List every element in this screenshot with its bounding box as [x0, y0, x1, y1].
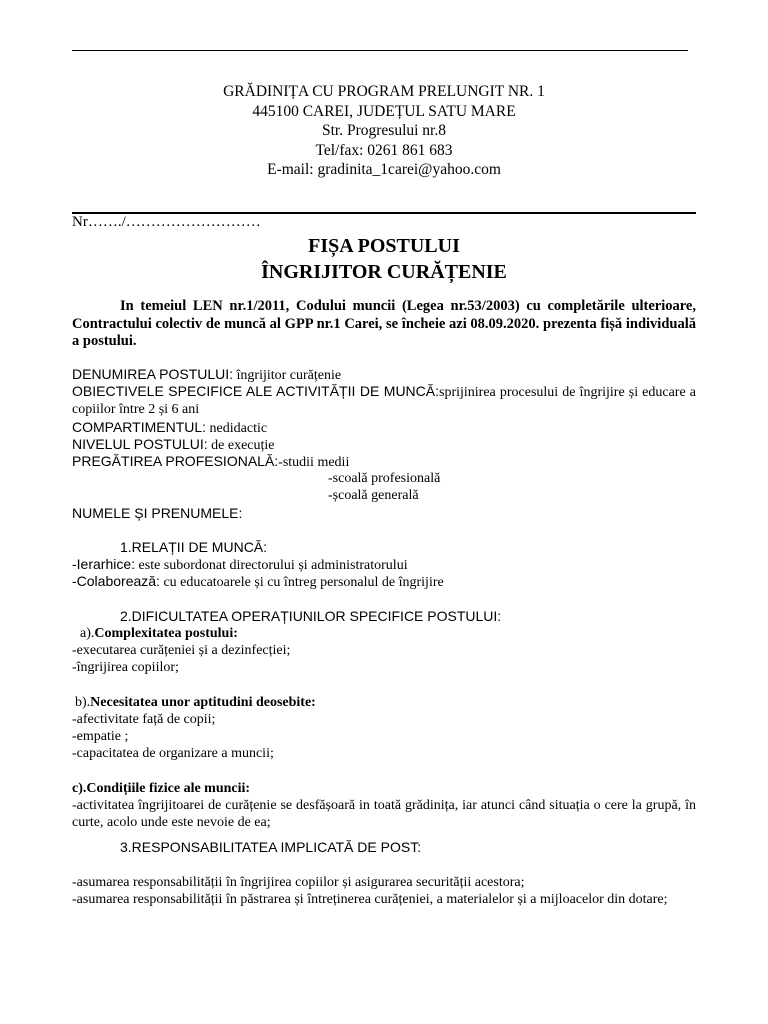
intro-paragraph: [72, 298, 696, 351]
section-heading-relatii: 1.RELAȚII DE MUNCĂ:: [120, 538, 268, 555]
document-body: [72, 366, 696, 908]
pregatire-option: -școală generală: [328, 488, 419, 504]
paragraph: -activitatea îngrijitoarei de curățenie se desfășoară in toată grădinița, iar atunci când situația o cere la grupă, în curte, acolo unde este nevoie de ea;: [72, 797, 696, 830]
item-value: cu educatoarele și cu întreg personalul de îngrijire: [159, 575, 444, 591]
document-title: [0, 233, 768, 285]
field-denumirea: [72, 366, 696, 383]
institution-header: [0, 82, 768, 180]
header-institution-name: GRĂDINIȚA CU PROGRAM PRELUNGIT NR. 1: [223, 83, 545, 100]
field-label: PREGĂTIREA PROFESIONALĂ:: [72, 452, 279, 469]
item-label: -Ierarhice:: [72, 556, 136, 573]
field-label: NIVELUL POSTULUI:: [72, 435, 208, 452]
subsection-heading-a: [72, 625, 696, 642]
field-pregatire: [72, 453, 696, 470]
field-value: de execuție: [207, 437, 275, 453]
header-phone: Tel/fax: 0261 861 683: [315, 141, 453, 159]
field-value: nedidactic: [206, 420, 268, 436]
list-item: [72, 556, 696, 573]
list-item: -executarea curățeniei și a dezinfecției;: [72, 643, 291, 659]
field-label: COMPARTIMENTUL:: [72, 418, 207, 435]
list-item: -capacitatea de organizare a muncii;: [72, 746, 274, 762]
subsection-title: Necesitatea unor aptitudini deosebite:: [90, 694, 316, 710]
subsection-title: Complexitatea postului:: [94, 625, 238, 641]
field-value: -studii medii: [278, 454, 350, 470]
title-line-2: ÎNGRIJITOR CURĂȚENIE: [261, 261, 507, 283]
registration-number: Nr……./………………………: [72, 214, 261, 230]
intro-text: In temeiul LEN nr.1/2011, Codului muncii (Legea nr.53/2003) cu completările ulterioare, Contractului colectiv de muncă al GPP nr.1 Carei, se încheie azi 08.09.2020. prezenta fișă individuală a postului.: [72, 298, 696, 349]
field-obiective: [72, 383, 696, 418]
top-rule: [72, 50, 688, 51]
subsection-heading-b: [72, 694, 696, 711]
field-label: DENUMIREA POSTULUI:: [72, 366, 234, 382]
list-item: -empatie ;: [72, 728, 129, 744]
subsection-prefix: b).: [75, 694, 91, 710]
subsection-heading-c: c).Condițiile fizice ale muncii:: [72, 780, 251, 796]
header-street: Str. Progresului nr.8: [321, 122, 446, 140]
list-item: [72, 573, 696, 590]
field-nume: NUMELE ȘI PRENUMELE:: [72, 504, 243, 521]
list-item: -asumarea responsabilității în îngrijirea copiilor și asigurarea securității acestora;: [72, 874, 525, 890]
field-nivel: [72, 436, 696, 453]
header-email: E-mail: gradinita_1carei@yahoo.com: [267, 161, 501, 179]
header-address-city: 445100 CAREI, JUDEȚUL SATU MARE: [252, 102, 516, 120]
field-compartiment: [72, 419, 696, 436]
field-label: OBIECTIVELE SPECIFICE ALE ACTIVITĂȚII DE MUNCĂ:: [72, 383, 440, 400]
item-label: -Colaborează:: [72, 573, 160, 590]
section-heading-dificultate: 2.DIFICULTATEA OPERAȚIUNILOR SPECIFICE POSTULUI:: [120, 607, 502, 624]
list-item: -afectivitate față de copii;: [72, 711, 216, 727]
subsection-prefix: a).: [80, 625, 95, 641]
section-heading-responsabilitate: 3.RESPONSABILITATEA IMPLICATĂ DE POST:: [120, 839, 422, 856]
title-line-1: FIȘA POSTULUI: [308, 235, 460, 257]
pregatire-option: -scoală profesională: [328, 471, 441, 487]
item-value: este subordonat directorului și administratorului: [135, 558, 408, 574]
field-value: sprijinirea procesului de îngrijire și educare a copiilor între 2 și 6 ani: [72, 385, 696, 418]
list-item: -îngrijirea copiilor;: [72, 660, 179, 676]
list-item: -asumarea responsabilității în păstrarea și întreținerea curățeniei, a materialelor și a mijloacelor din dotare;: [72, 891, 668, 907]
field-value: îngrijitor curățenie: [233, 368, 342, 383]
